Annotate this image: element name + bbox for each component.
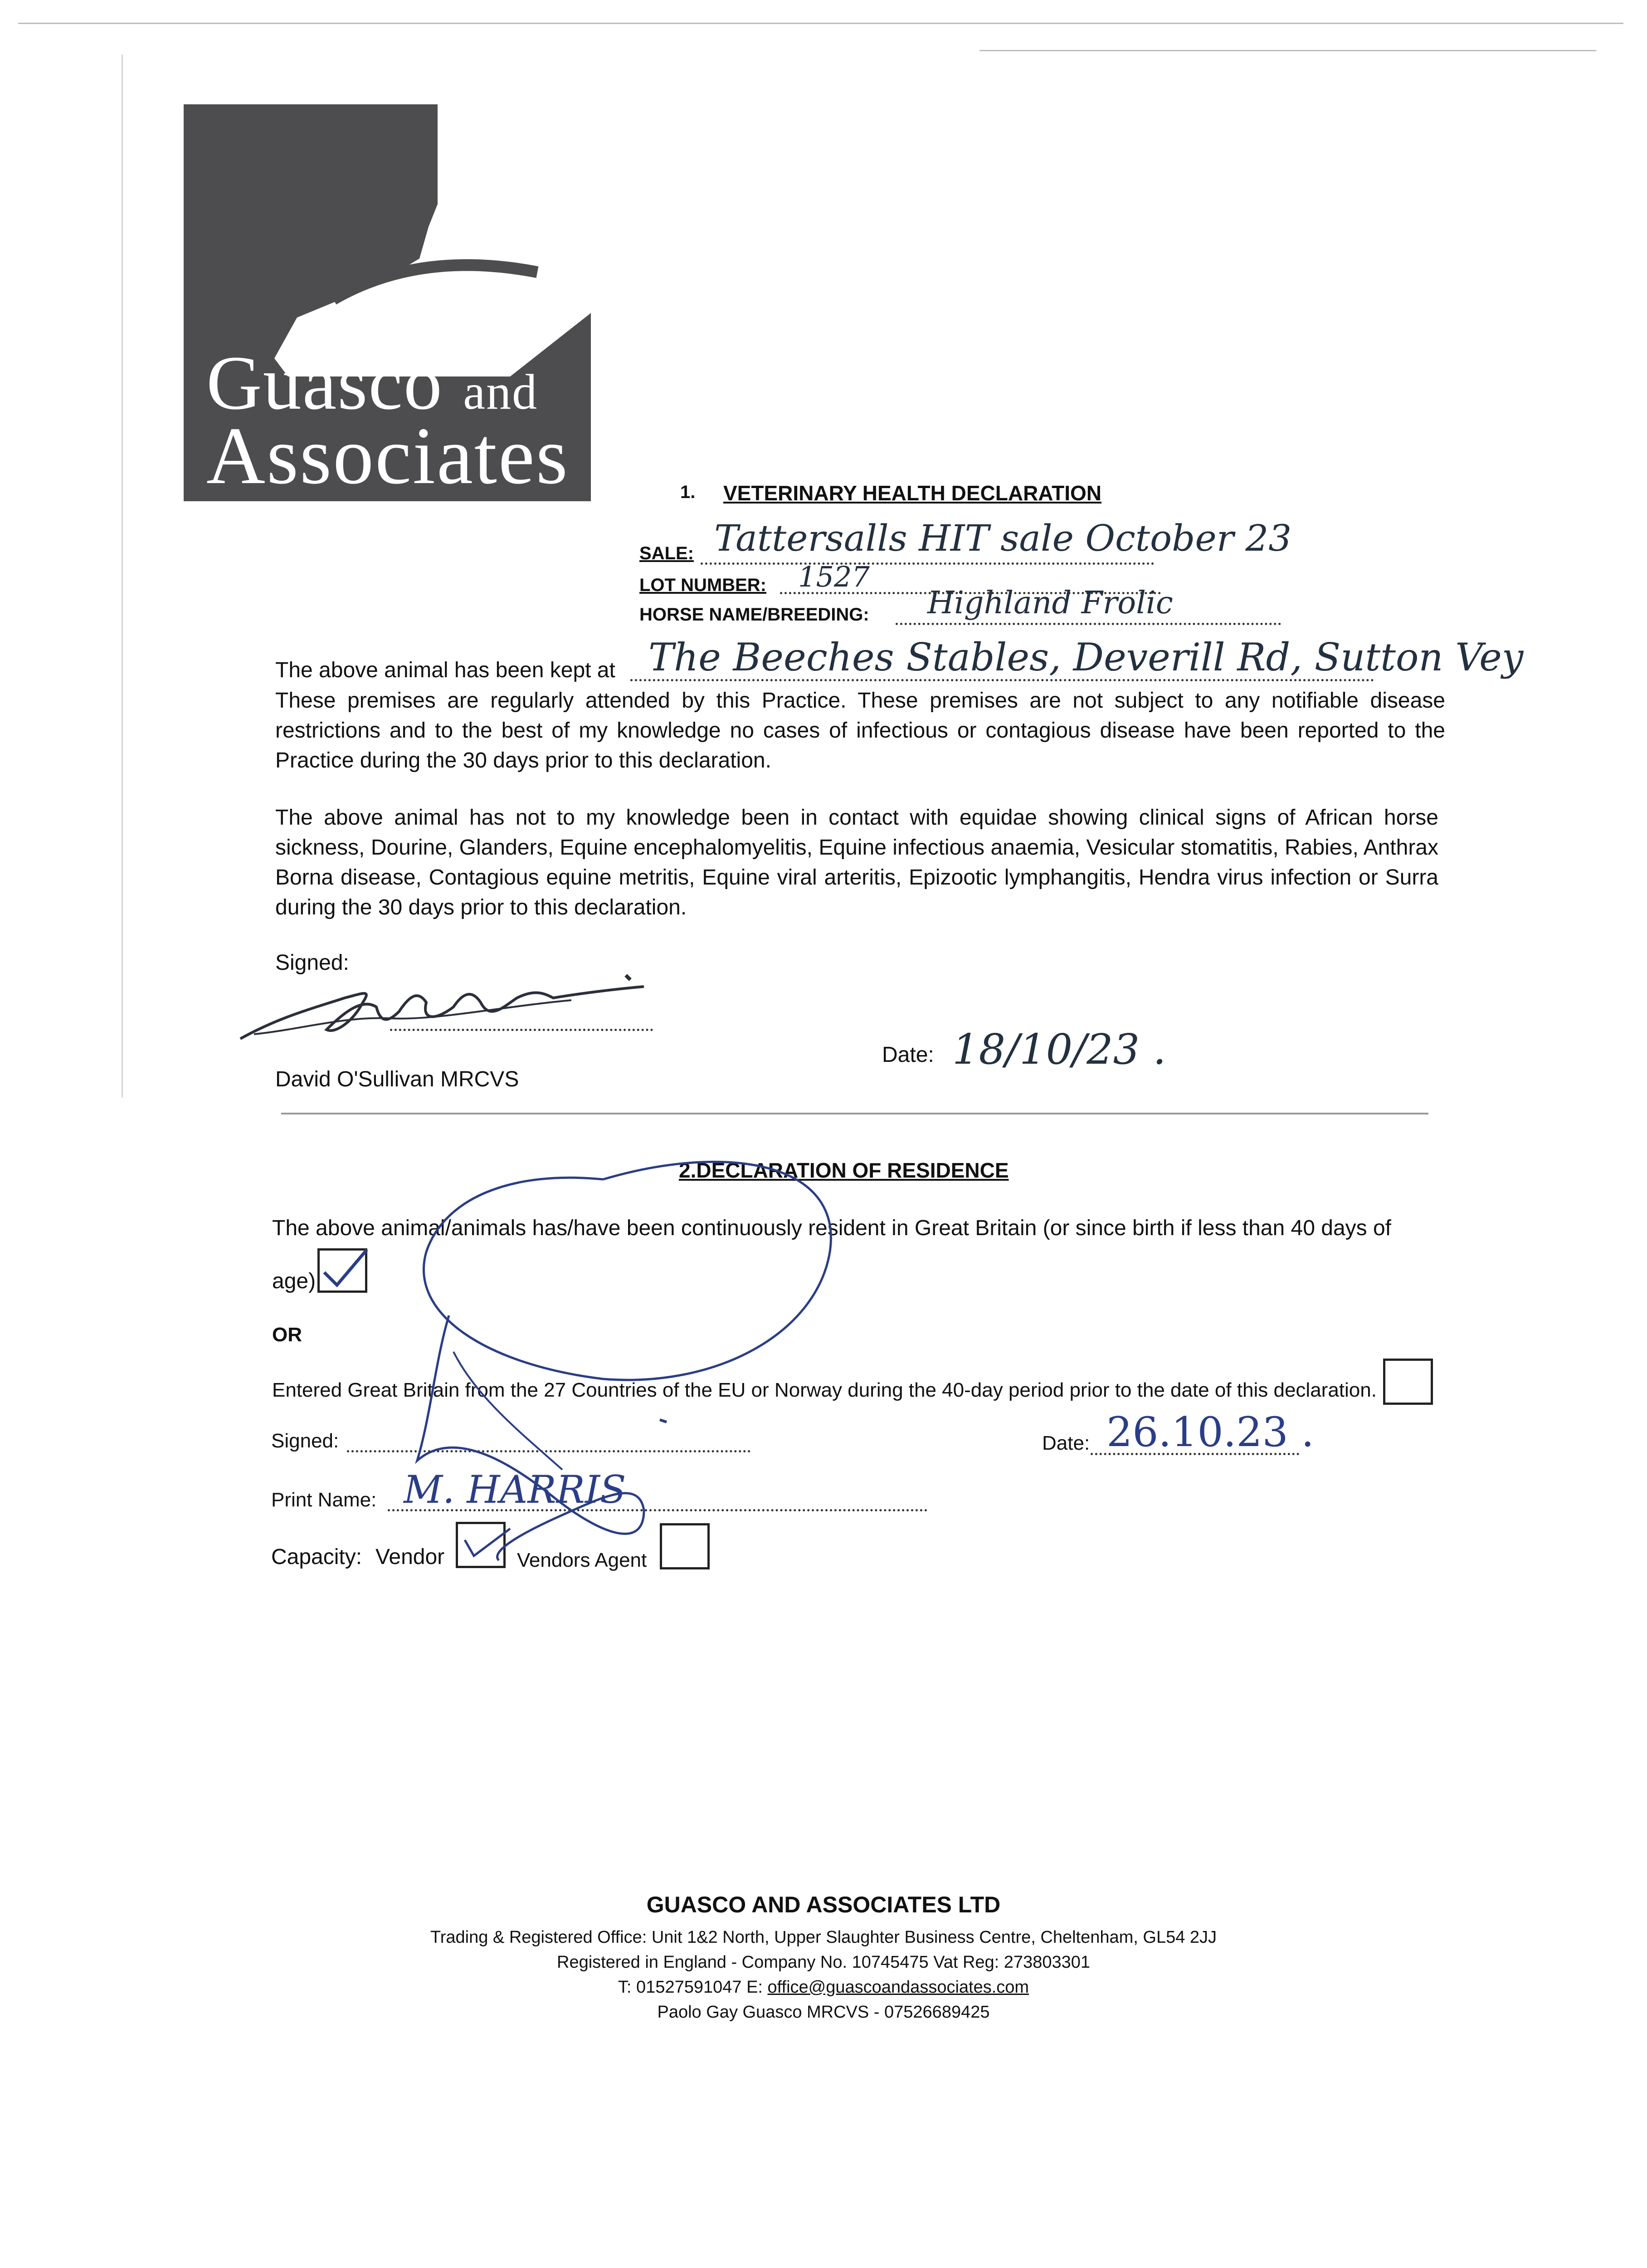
capacity-label: Capacity:	[271, 1545, 362, 1569]
vendor-label: Vendor	[375, 1545, 445, 1569]
vendors-agent-label: Vendors Agent	[517, 1549, 647, 1571]
horse-name-label: HORSE NAME/BREEDING:	[639, 605, 869, 625]
entered-text: Entered Great Britain from the 27 Countries of the EU or Norway during the 40-day period prior to the date of this declaration.	[272, 1379, 1377, 1401]
vet-date-value: 18/10/23 .	[952, 1025, 1166, 1074]
resident-date-value: 26.10.23 .	[1106, 1408, 1314, 1456]
footer-email-link[interactable]: office@guascoandassociates.com	[767, 1978, 1029, 1997]
sale-label: SALE:	[639, 543, 694, 563]
section2-title: 2.DECLARATION OF RESIDENCE	[679, 1158, 1009, 1182]
kept-at-value: The Beeches Stables, Deverill Rd, Sutton Vey	[648, 635, 1524, 679]
footer-line4: Paolo Gay Guasco MRCVS - 07526689425	[657, 2003, 990, 2022]
resident-signed-label: Signed:	[271, 1430, 339, 1452]
footer-line1: Trading & Registered Office: Unit 1&2 North, Upper Slaughter Business Centre, Cheltenham, GL54 2JJ	[430, 1928, 1217, 1947]
footer-phone: T: 01527591047 E:	[618, 1978, 768, 1997]
vet-name: David O'Sullivan MRCVS	[275, 1067, 519, 1091]
or-label: OR	[272, 1324, 302, 1346]
horse-name-value: Highland Frolic	[927, 585, 1173, 621]
contact-paragraph: The above animal has not to my knowledge been in contact with equidae showing clinical signs of African horse sickness, Dourine, Glanders, Equine encephalomyelitis, Equine infectious anaemia, Vesicular stomatitis, Rabies, Anthrax Borna disease, Contagious equine metritis, Equine viral arteritis, Epizootic lymphangitis, Hendra virus infection or Surra during the 30 days prior to this declaration.	[275, 806, 1438, 919]
vet-date-label: Date:	[882, 1043, 934, 1067]
premises-paragraph: These premises are regularly attended by this Practice. These premises are not subject to any notifiable disease restrictions and to the best of my knowledge no cases of infectious or contagious disease have been reported to the Practice during the 30 days prior to this declaration.	[275, 689, 1445, 772]
resident-text: The above animal/animals has/have been continuously resident in Great Britain (or since birth if less than 40 days of	[272, 1216, 1392, 1240]
sale-value: Tattersalls HIT sale October 23	[714, 517, 1292, 559]
print-name-label: Print Name:	[271, 1489, 377, 1511]
lot-number-label: LOT NUMBER:	[639, 575, 766, 595]
footer-line3	[0, 1978, 1647, 1997]
kept-at-label: The above animal has been kept at	[275, 658, 615, 682]
resident-date-label: Date:	[1042, 1432, 1090, 1454]
lot-number-value: 1527	[798, 560, 870, 593]
print-name-value: M. HARRIS	[404, 1467, 626, 1512]
section1-title: VETERINARY HEALTH DECLARATION	[723, 481, 1101, 505]
logo-line2: Associates	[206, 411, 569, 501]
logo-line1-small: and	[463, 364, 538, 420]
resident-text-end: age)	[272, 1269, 316, 1293]
vet-signed-label: Signed:	[275, 951, 349, 975]
footer-company: GUASCO AND ASSOCIATES LTD	[646, 1892, 1001, 1917]
section1-number: 1.	[680, 482, 696, 502]
logo-line1: Guasco	[206, 340, 443, 425]
footer-line2: Registered in England - Company No. 10745475 Vat Reg: 273803301	[557, 1953, 1090, 1972]
